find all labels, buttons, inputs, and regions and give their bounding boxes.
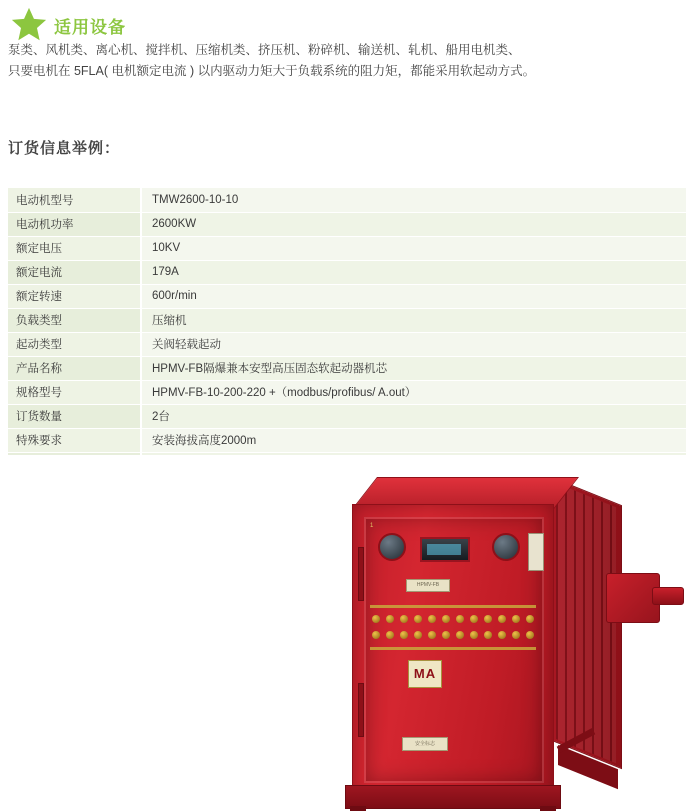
support-leg <box>350 806 366 811</box>
row-key: 额定电压 <box>8 236 141 260</box>
safety-plate: 安全标志 <box>402 737 448 751</box>
table-row <box>8 236 686 260</box>
star-icon <box>10 6 48 44</box>
row-key: 电动机型号 <box>8 188 141 212</box>
order-info-title: 订货信息举例： <box>8 140 121 157</box>
row-value: 关阀轻载起动 <box>141 332 686 356</box>
row-key: 额定电流 <box>8 260 141 284</box>
row-value: 压缩机 <box>141 308 686 332</box>
gauge-left-icon <box>378 533 406 561</box>
section-title: 适用设备 <box>54 17 126 37</box>
row-key: 额定转速 <box>8 284 141 308</box>
accent-stripe <box>370 647 536 650</box>
row-key: 起动类型 <box>8 332 141 356</box>
nameplate: HPMV-FB <box>406 579 450 592</box>
product-photo <box>0 455 700 811</box>
table-row <box>8 188 686 212</box>
intro-line-1: 泵类、风机类、离心机、搅拌机、压缩机类、挤压机、粉碎机、输送机、轧机、船用电机类、 <box>8 43 521 57</box>
row-value: 179A <box>141 260 686 284</box>
intro-line-2: 只要电机在 5FLA( 电机额定电流 ) 以内驱动力矩大于负载系统的阻力矩，都能采用软起动方式。 <box>8 64 536 78</box>
section-header <box>0 6 126 44</box>
product-illustration <box>0 455 700 811</box>
row-key: 电动机功率 <box>8 212 141 236</box>
intro-paragraph <box>8 40 668 82</box>
table-row <box>8 284 686 308</box>
row-value: HPMV-FB隔爆兼本安型高压固态软起动器机芯 <box>141 356 686 380</box>
table-row <box>8 356 686 380</box>
table-row <box>8 404 686 428</box>
door-handle <box>358 683 364 737</box>
row-key: 订货数量 <box>8 404 141 428</box>
row-value: 10KV <box>141 236 686 260</box>
row-value: HPMV-FB-10-200-220 +（modbus/profibus/ A.out） <box>141 380 686 404</box>
door-handle <box>358 547 364 601</box>
row-value: 2600KW <box>141 212 686 236</box>
table-row <box>8 260 686 284</box>
table-row <box>8 428 686 452</box>
panel-marking: 1 <box>370 523 375 529</box>
row-value: 600r/min <box>141 284 686 308</box>
base-plinth <box>345 785 561 809</box>
table-row <box>8 332 686 356</box>
table-row <box>8 308 686 332</box>
row-key: 规格型号 <box>8 380 141 404</box>
row-key: 特殊要求 <box>8 428 141 452</box>
row-value: TMW2600-10-10 <box>141 188 686 212</box>
spec-table-body <box>8 188 686 476</box>
support-leg <box>540 806 556 811</box>
bolt-row <box>372 631 534 640</box>
row-key: 负载类型 <box>8 308 141 332</box>
warning-label <box>528 533 544 571</box>
bolt-row <box>372 615 534 624</box>
display-window <box>420 537 470 562</box>
row-value: 安装海拔高度2000m <box>141 428 686 452</box>
order-spec-table <box>8 188 686 477</box>
ma-badge: MA <box>408 660 442 688</box>
row-key: 产品名称 <box>8 356 141 380</box>
row-value: 2台 <box>141 404 686 428</box>
table-row <box>8 212 686 236</box>
cooling-fins <box>556 483 616 763</box>
cable-gland <box>652 587 684 605</box>
gauge-right-icon <box>492 533 520 561</box>
accent-stripe <box>370 605 536 608</box>
table-row <box>8 380 686 404</box>
